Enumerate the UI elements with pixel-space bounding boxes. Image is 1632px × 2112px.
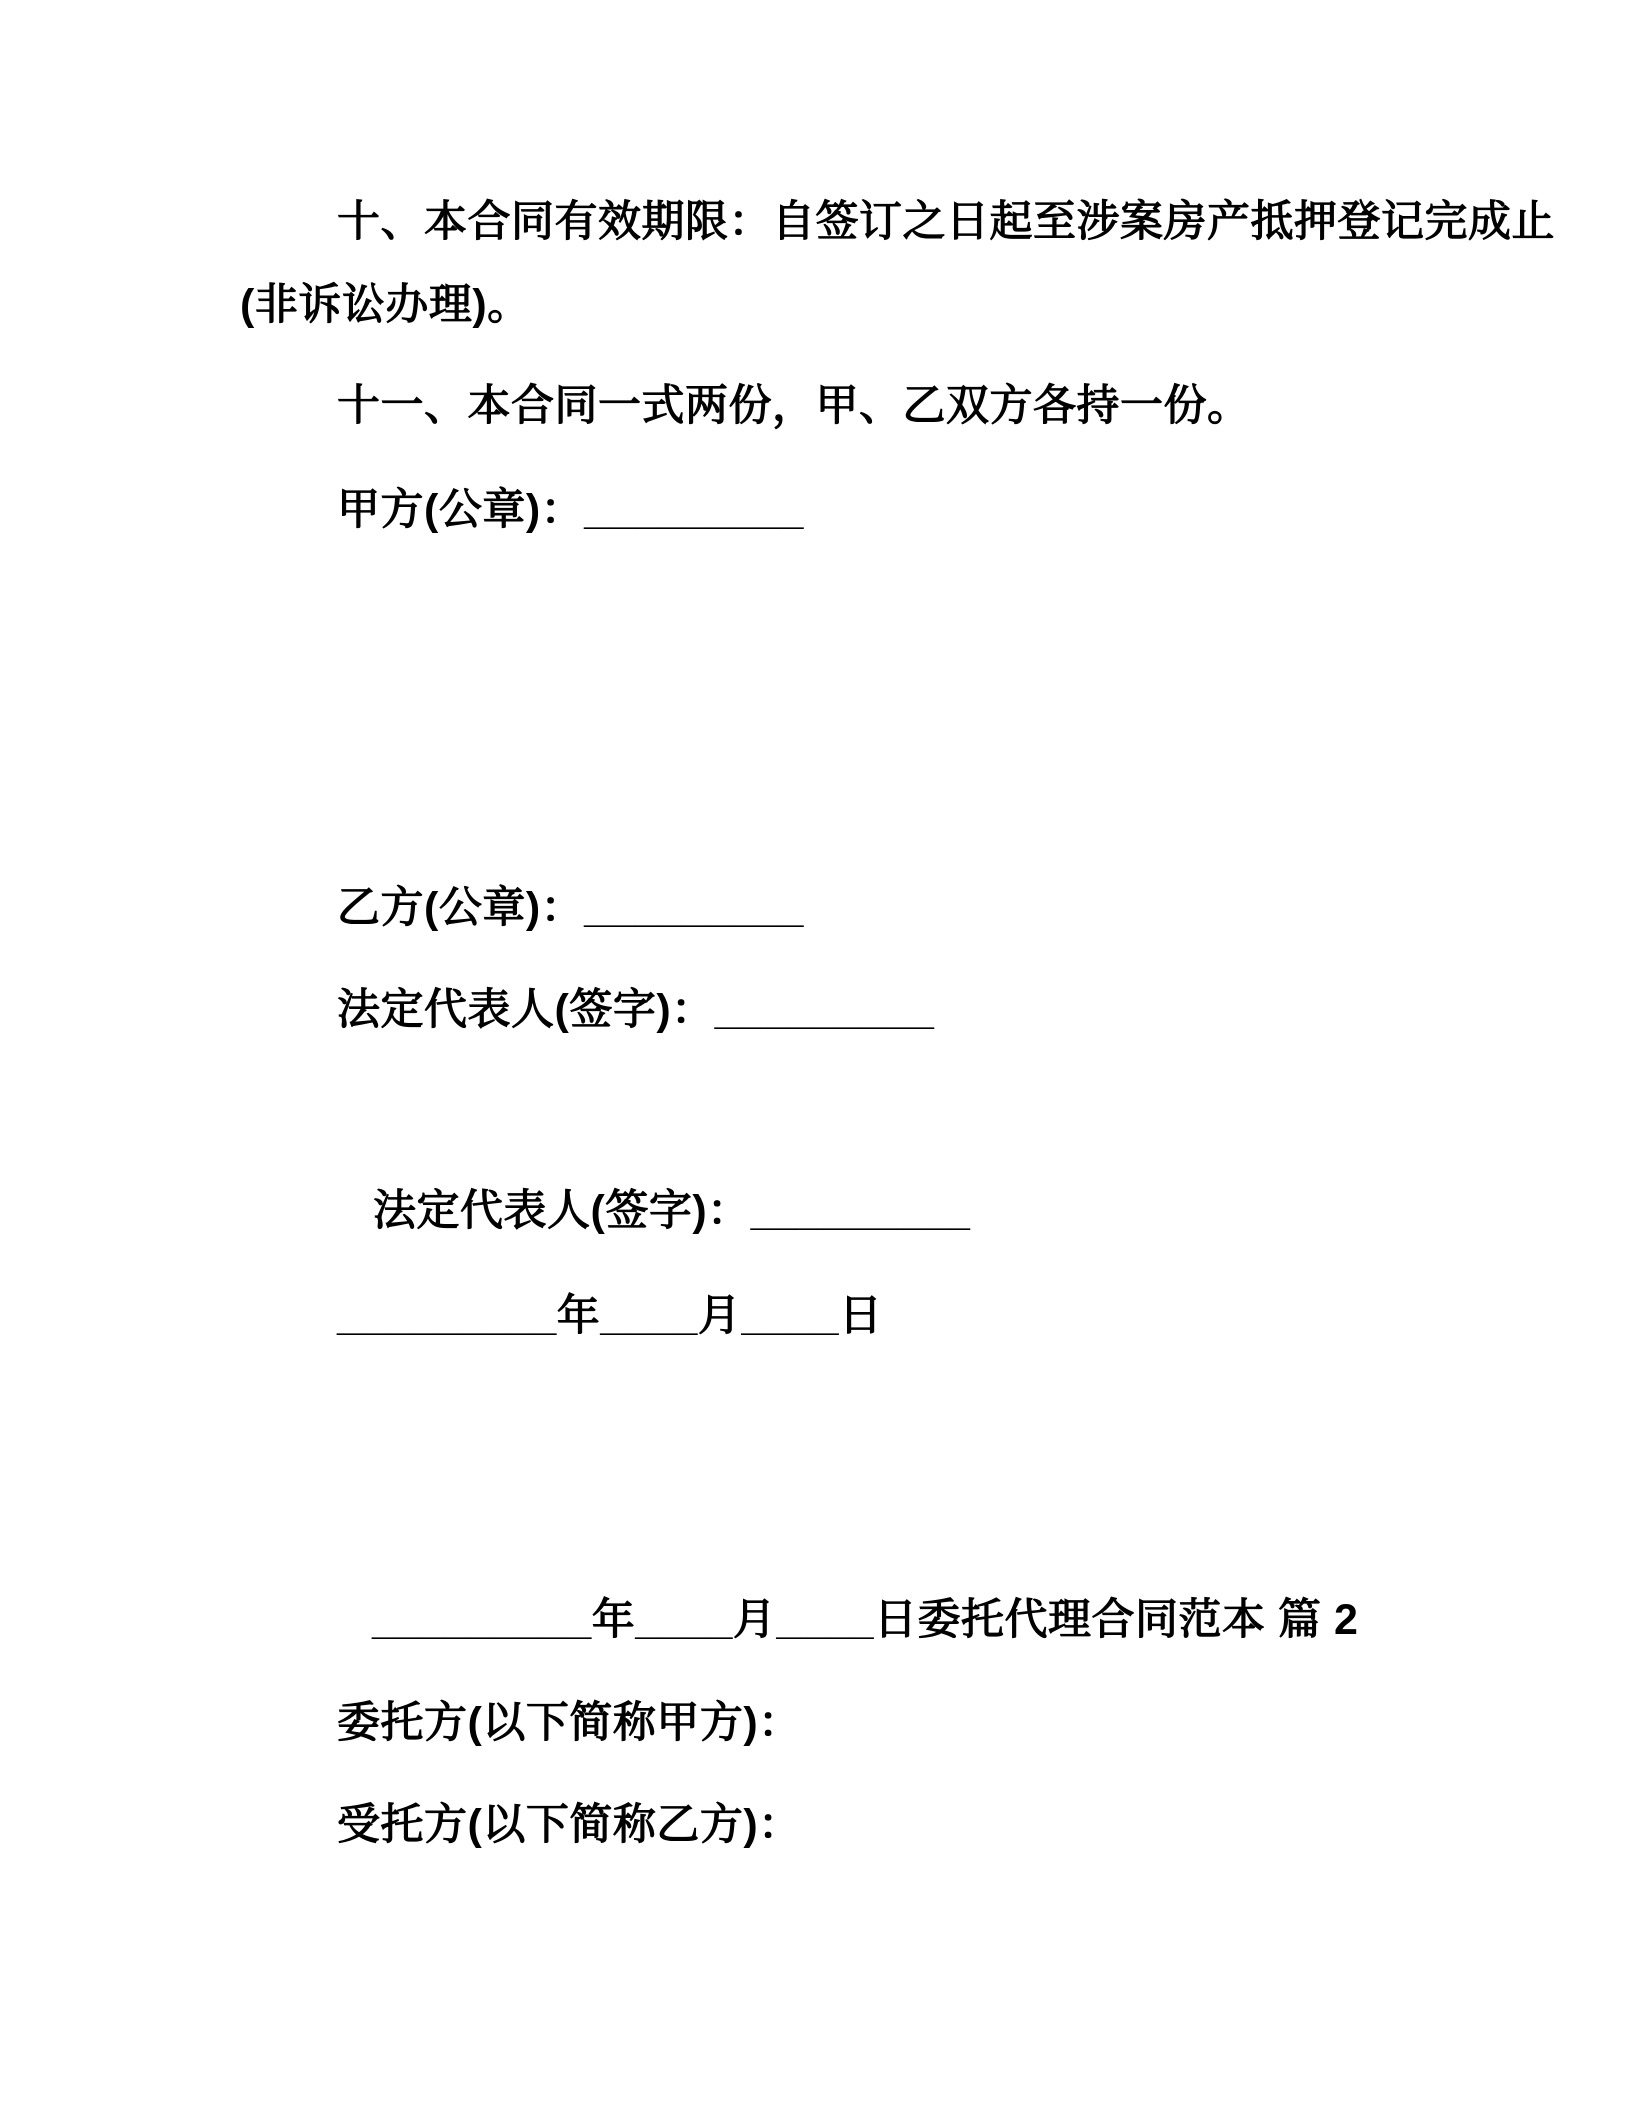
clause-10-continuation: (非诉讼办理)。 <box>240 281 531 329</box>
legal-rep-signature-line-2: 法定代表人(签字)：_________ <box>373 1187 971 1235</box>
legal-rep-signature-line-1: 法定代表人(签字)：_________ <box>337 986 935 1034</box>
party-b-seal-line: 乙方(公章)：_________ <box>337 884 804 932</box>
clause-11-line: 十一、本合同一式两份，甲、乙双方各持一份。 <box>337 382 1251 430</box>
consignee-line: 受托方(以下简称乙方)： <box>337 1801 802 1849</box>
party-a-seal-line: 甲方(公章)：_________ <box>337 486 804 534</box>
date-blank-with-next-title: _________年____月____日委托代理合同范本 篇 2 <box>372 1596 1359 1644</box>
clause-10-line: 十、本合同有效期限：自签订之日起至涉案房产抵押登记完成止 <box>337 198 1555 246</box>
date-blank-line: _________年____月____日 <box>337 1292 883 1340</box>
consignor-line: 委托方(以下简称甲方)： <box>337 1699 802 1747</box>
